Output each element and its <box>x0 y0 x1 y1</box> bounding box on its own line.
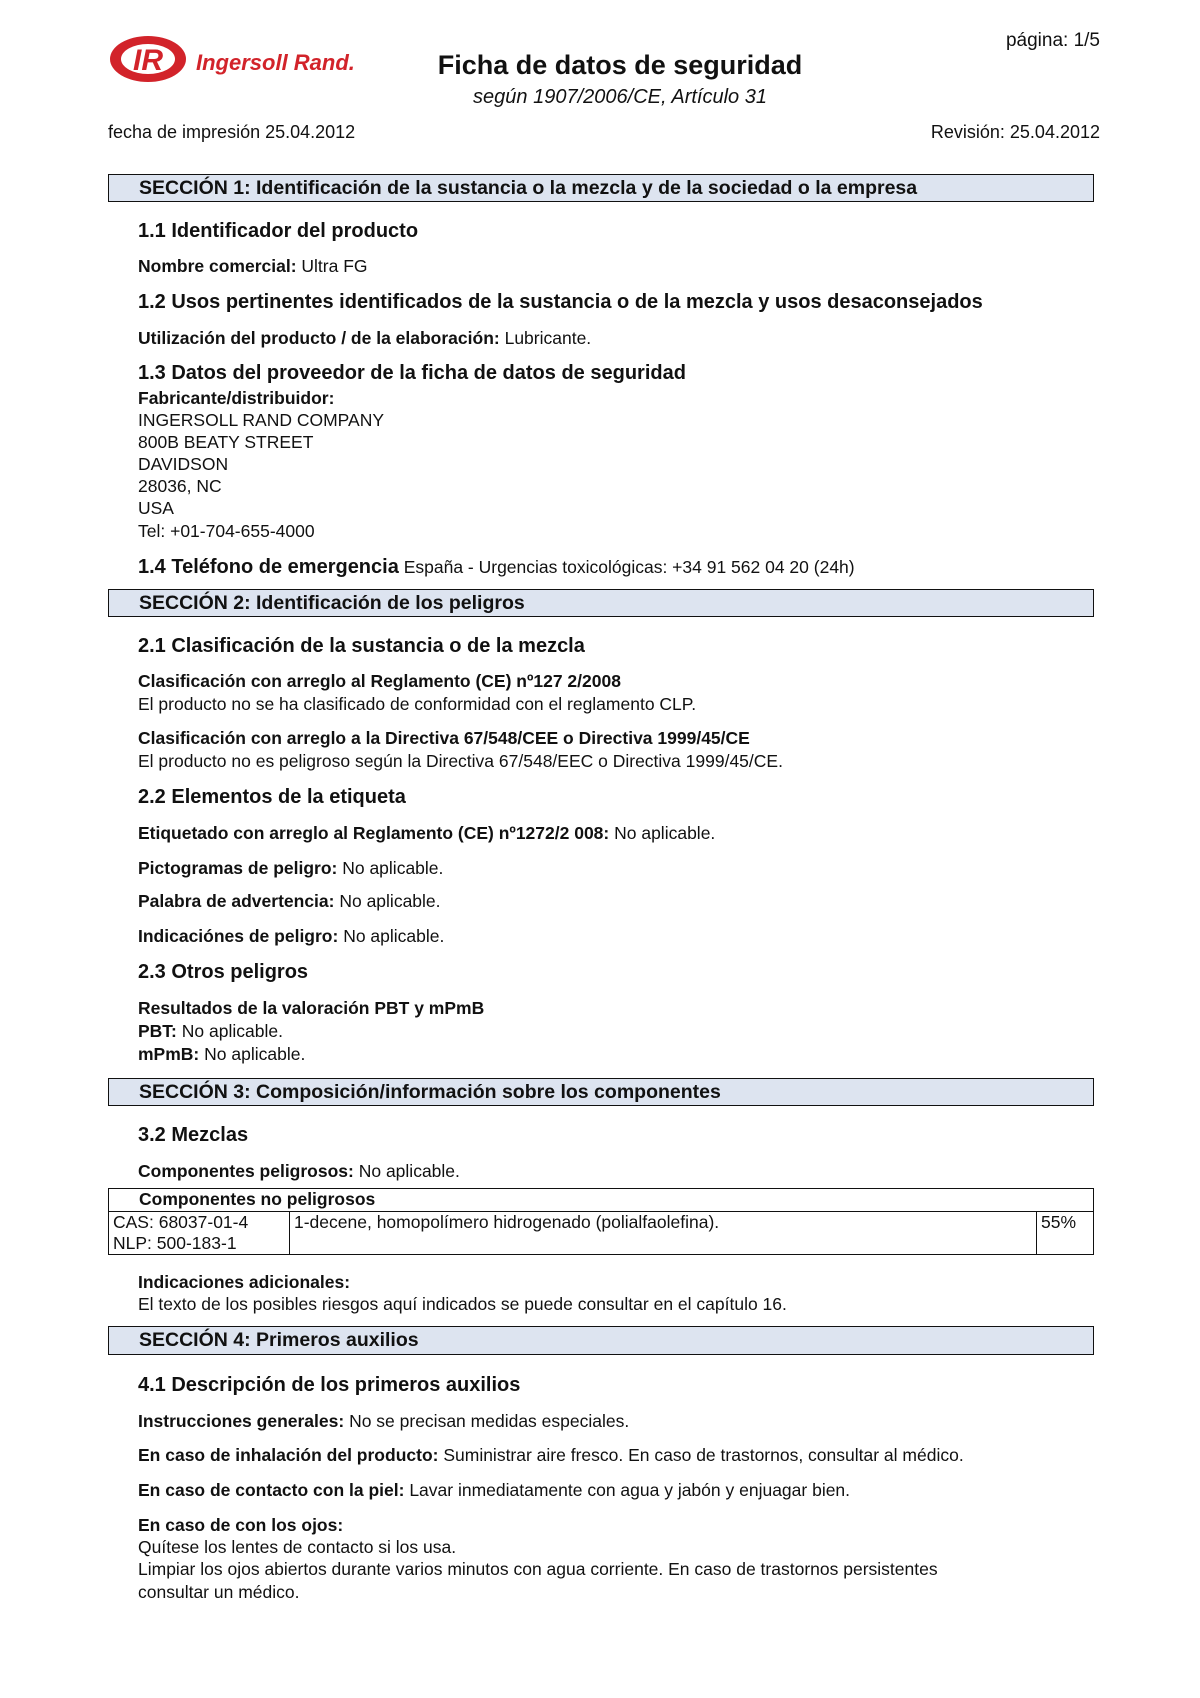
nlp-number: NLP: 500-183-1 <box>113 1233 237 1253</box>
hazard-statements-line: Indicaciónes de peligro: No aplicable. <box>138 926 445 946</box>
percent-cell: 55% <box>1037 1212 1094 1255</box>
heading-1-1: 1.1 Identificador del producto <box>138 220 419 242</box>
emergency-phone: España - Urgencias toxicológicas: +34 91 562 04 20 (24h) <box>398 557 855 577</box>
pbt-line: PBT: No aplicable. <box>138 1021 283 1041</box>
print-date: fecha de impresión 25.04.2012 <box>108 122 356 142</box>
section-divider <box>108 1354 1094 1356</box>
eye-contact-text: Limpiar los ojos abiertos durante varios minutos con agua corriente. En caso de trastornos persistentes <box>138 1559 938 1579</box>
heading-2-2: 2.2 Elementos de la etiqueta <box>138 786 406 808</box>
heading-1-2: 1.2 Usos pertinentes identificados de la sustancia o de la mezcla y usos desaconsejados <box>138 291 983 313</box>
document-title: Ficha de datos de seguridad <box>437 50 803 80</box>
logo-letters: IR <box>133 44 163 77</box>
brand-name: Ingersoll Rand. <box>196 50 355 75</box>
product-use-value: Lubricante. <box>499 328 592 348</box>
signal-word-line: Palabra de advertencia: No aplicable. <box>138 891 441 911</box>
pbt-title: Resultados de la valoración PBT y mPmB <box>138 998 485 1018</box>
skin-contact-line: En caso de contacto con la piel: Lavar inmediatamente con agua y jabón y enjuagar bien. <box>138 1480 851 1500</box>
eye-contact-text: Quítese los lentes de contacto si los usa. <box>138 1537 457 1557</box>
additional-info-label: Indicaciones adicionales: <box>138 1272 351 1292</box>
product-use-line <box>138 328 591 349</box>
table-header: Componentes no peligrosos <box>109 1189 1094 1212</box>
heading-4-1: 4.1 Descripción de los primeros auxilios <box>138 1374 521 1396</box>
clp-classification-label: Clasificación con arreglo al Reglamento (CE) nº127 2/2008 <box>138 671 621 691</box>
additional-info-text: El texto de los posibles riesgos aquí indicados se puede consultar en el capítulo 16. <box>138 1294 787 1314</box>
trade-name-line <box>138 256 368 277</box>
address-line: USA <box>138 498 174 518</box>
eye-contact-text: consultar un médico. <box>138 1582 300 1602</box>
labelling-line: Etiquetado con arreglo al Reglamento (CE) nº1272/2 008: No aplicable. <box>138 823 716 843</box>
section-1-header: SECCIÓN 1: Identificación de la sustancia o la mezcla y de la sociedad o la empresa <box>108 174 1094 202</box>
revision-date: Revisión: 25.04.2012 <box>930 122 1100 142</box>
section-3-header: SECCIÓN 3: Composición/información sobre los componentes <box>108 1078 1094 1106</box>
mpmb-line: mPmB: No aplicable. <box>138 1044 306 1064</box>
identifier-cell <box>109 1212 290 1255</box>
directive-classification-text: El producto no es peligroso según la Directiva 67/548/EEC o Directiva 1999/45/CE. <box>138 751 783 771</box>
section-4-header: SECCIÓN 4: Primeros auxilios <box>108 1326 1094 1354</box>
general-instructions-line: Instrucciones generales: No se precisan medidas especiales. <box>138 1411 630 1431</box>
emergency-line <box>138 556 855 579</box>
address-line: INGERSOLL RAND COMPANY <box>138 410 385 430</box>
heading-3-2: 3.2 Mezclas <box>138 1124 249 1146</box>
address-line: 800B BEATY STREET <box>138 432 314 452</box>
heading-1-3: 1.3 Datos del proveedor de la ficha de datos de seguridad <box>138 362 686 384</box>
inhalation-line: En caso de inhalación del producto: Suministrar aire fresco. En caso de trastornos, consultar al médico. <box>138 1445 964 1465</box>
table-row <box>109 1212 1094 1255</box>
clp-classification-text: El producto no se ha clasificado de conformidad con el reglamento CLP. <box>138 694 697 714</box>
section-2-header: SECCIÓN 2: Identificación de los peligros <box>108 589 1094 617</box>
heading-1-4: 1.4 Teléfono de emergencia <box>138 556 399 578</box>
substance-cell: 1-decene, homopolímero hidrogenado (polialfaolefina). <box>290 1212 1037 1255</box>
trade-name-label: Nombre comercial: <box>138 256 297 276</box>
address-line: 28036, NC <box>138 476 222 496</box>
cas-number: CAS: 68037-01-4 <box>113 1212 249 1232</box>
heading-2-1: 2.1 Clasificación de la sustancia o de la mezcla <box>138 635 585 657</box>
document-subtitle: según 1907/2006/CE, Artículo 31 <box>473 86 767 108</box>
eye-contact-label: En caso de con los ojos: <box>138 1515 344 1535</box>
address-line: DAVIDSON <box>138 454 229 474</box>
page-number: página: 1/5 <box>1005 30 1100 51</box>
hazardous-components-line: Componentes peligrosos: No aplicable. <box>138 1161 460 1181</box>
address-phone: Tel: +01-704-655-4000 <box>138 521 315 541</box>
heading-2-3: 2.3 Otros peligros <box>138 961 309 983</box>
product-use-label: Utilización del producto / de la elaboración: <box>138 328 500 348</box>
directive-classification-label: Clasificación con arreglo a la Directiva 67/548/CEE o Directiva 1999/45/CE <box>138 728 750 748</box>
manufacturer-label: Fabricante/distribuidor: <box>138 388 335 408</box>
components-table <box>108 1188 1094 1255</box>
trade-name-value: Ultra FG <box>296 256 368 276</box>
pictograms-line: Pictogramas de peligro: No aplicable. <box>138 858 444 878</box>
